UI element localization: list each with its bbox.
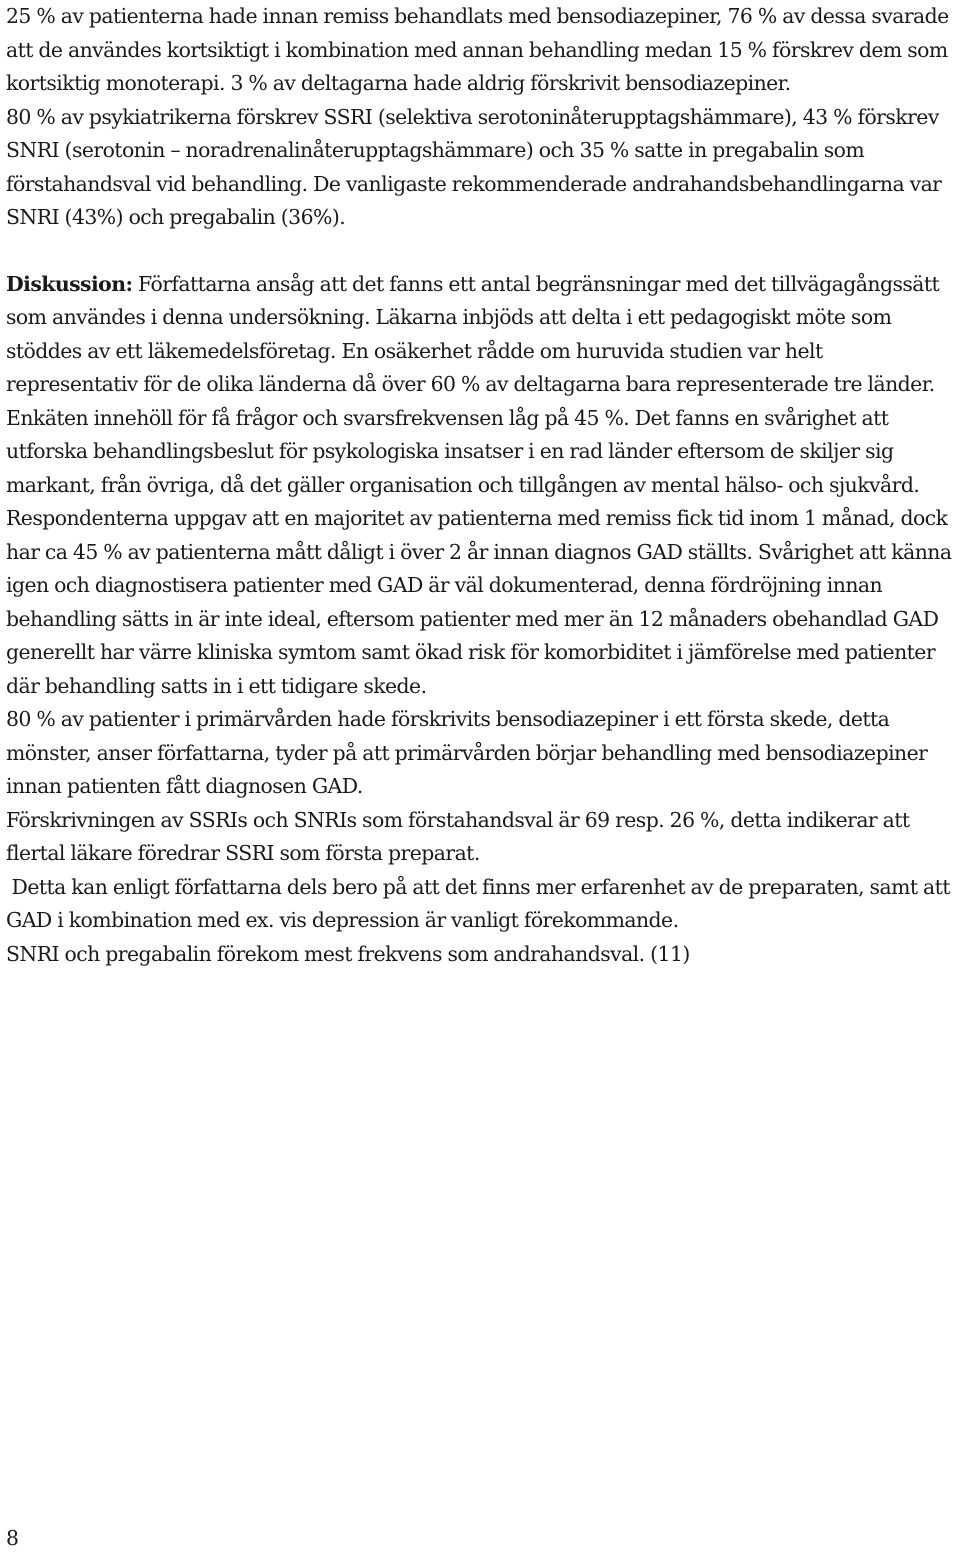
- paragraph-primary-care: 80 % av patienter i primärvården hade förskrivits bensodiazepiner i ett första skede, detta mönster, anser författarna, tyder på att primärvården börjar behandling med bensodiazepiner innan patienten fått diagnosen GAD.: [6, 707, 928, 798]
- paragraph-second-line: SNRI och pregabalin förekom mest frekvens som andrahandsval. (11): [6, 941, 690, 966]
- paragraph-benzodiazepines: 25 % av patienterna hade innan remiss behandlats med bensodiazepiner, 76 % av dessa svarade att de användes kortsiktigt i kombination med annan behandling medan 15 % förskrev dem som kortsiktig monoterapi. 3 % av deltagarna hade aldrig förskrivit bensodiazepiner.: [6, 4, 949, 95]
- paragraph-respondents: Respondenterna uppgav att en majoritet av patienterna med remiss fick tid inom 1 månad, dock har ca 45 % av patienterna mått dåligt i över 2 år innan diagnos GAD ställts. Svårighet att känna igen och diagnostisera patienter med GAD är väl dokumenterad, denna fördröjning innan behandling sätts in är inte ideal, eftersom patienter med mer än 12 månaders obehandlad GAD generellt har värre kliniska symtom samt ökad risk för komorbiditet i jämförelse med patienter där behandling satts in i ett tidigare skede.: [6, 506, 952, 698]
- paragraph-discussion: [6, 268, 958, 503]
- discussion-heading: Diskussion:: [6, 271, 133, 296]
- paragraph-ssri-snri: 80 % av psykiatrikerna förskrev SSRI (selektiva serotoninåterupptagshämmare), 43 % förskrev SNRI (serotonin – noradrenalinåterupptagshämmare) och 35 % satte in pregabalin som förstahandsval vid behandling. De vanligaste rekommenderade andrahandsbehandlingarna var SNRI (43%) och pregabalin (36%).: [6, 104, 942, 229]
- document-page: [6, 0, 958, 971]
- paragraph-experience: Detta kan enligt författarna dels bero på att det finns mer erfarenhet av de preparaten, samt att GAD i kombination med ex. vis depression är vanligt förekommande.: [6, 874, 956, 932]
- page-number: 8: [6, 1526, 19, 1550]
- paragraph-prescription-rates: Förskrivningen av SSRIs och SNRIs som förstahandsval är 69 resp. 26 %, detta indikerar att flertal läkare föredrar SSRI som första preparat.: [6, 807, 910, 865]
- discussion-text: Författarna ansåg att det fanns ett antal begränsningar med det tillvägagångssätt som användes i denna undersökning. Läkarna inbjöds att delta i ett pedagogiskt möte som stöddes av ett läkemedelsföretag. En osäkerhet rådde om huruvida studien var helt representativ för de olika länderna då över 60 % av deltagarna bara representerade tre länder. Enkäten innehöll för få frågor och svarsfrekvensen låg på 45 %. Det fanns en svårighet att utforska behandlingsbeslut för psykologiska insatser i en rad länder eftersom de skiljer sig markant, från övriga, då det gäller organisation och tillgången av mental hälso- och sjukvård.: [6, 271, 940, 497]
